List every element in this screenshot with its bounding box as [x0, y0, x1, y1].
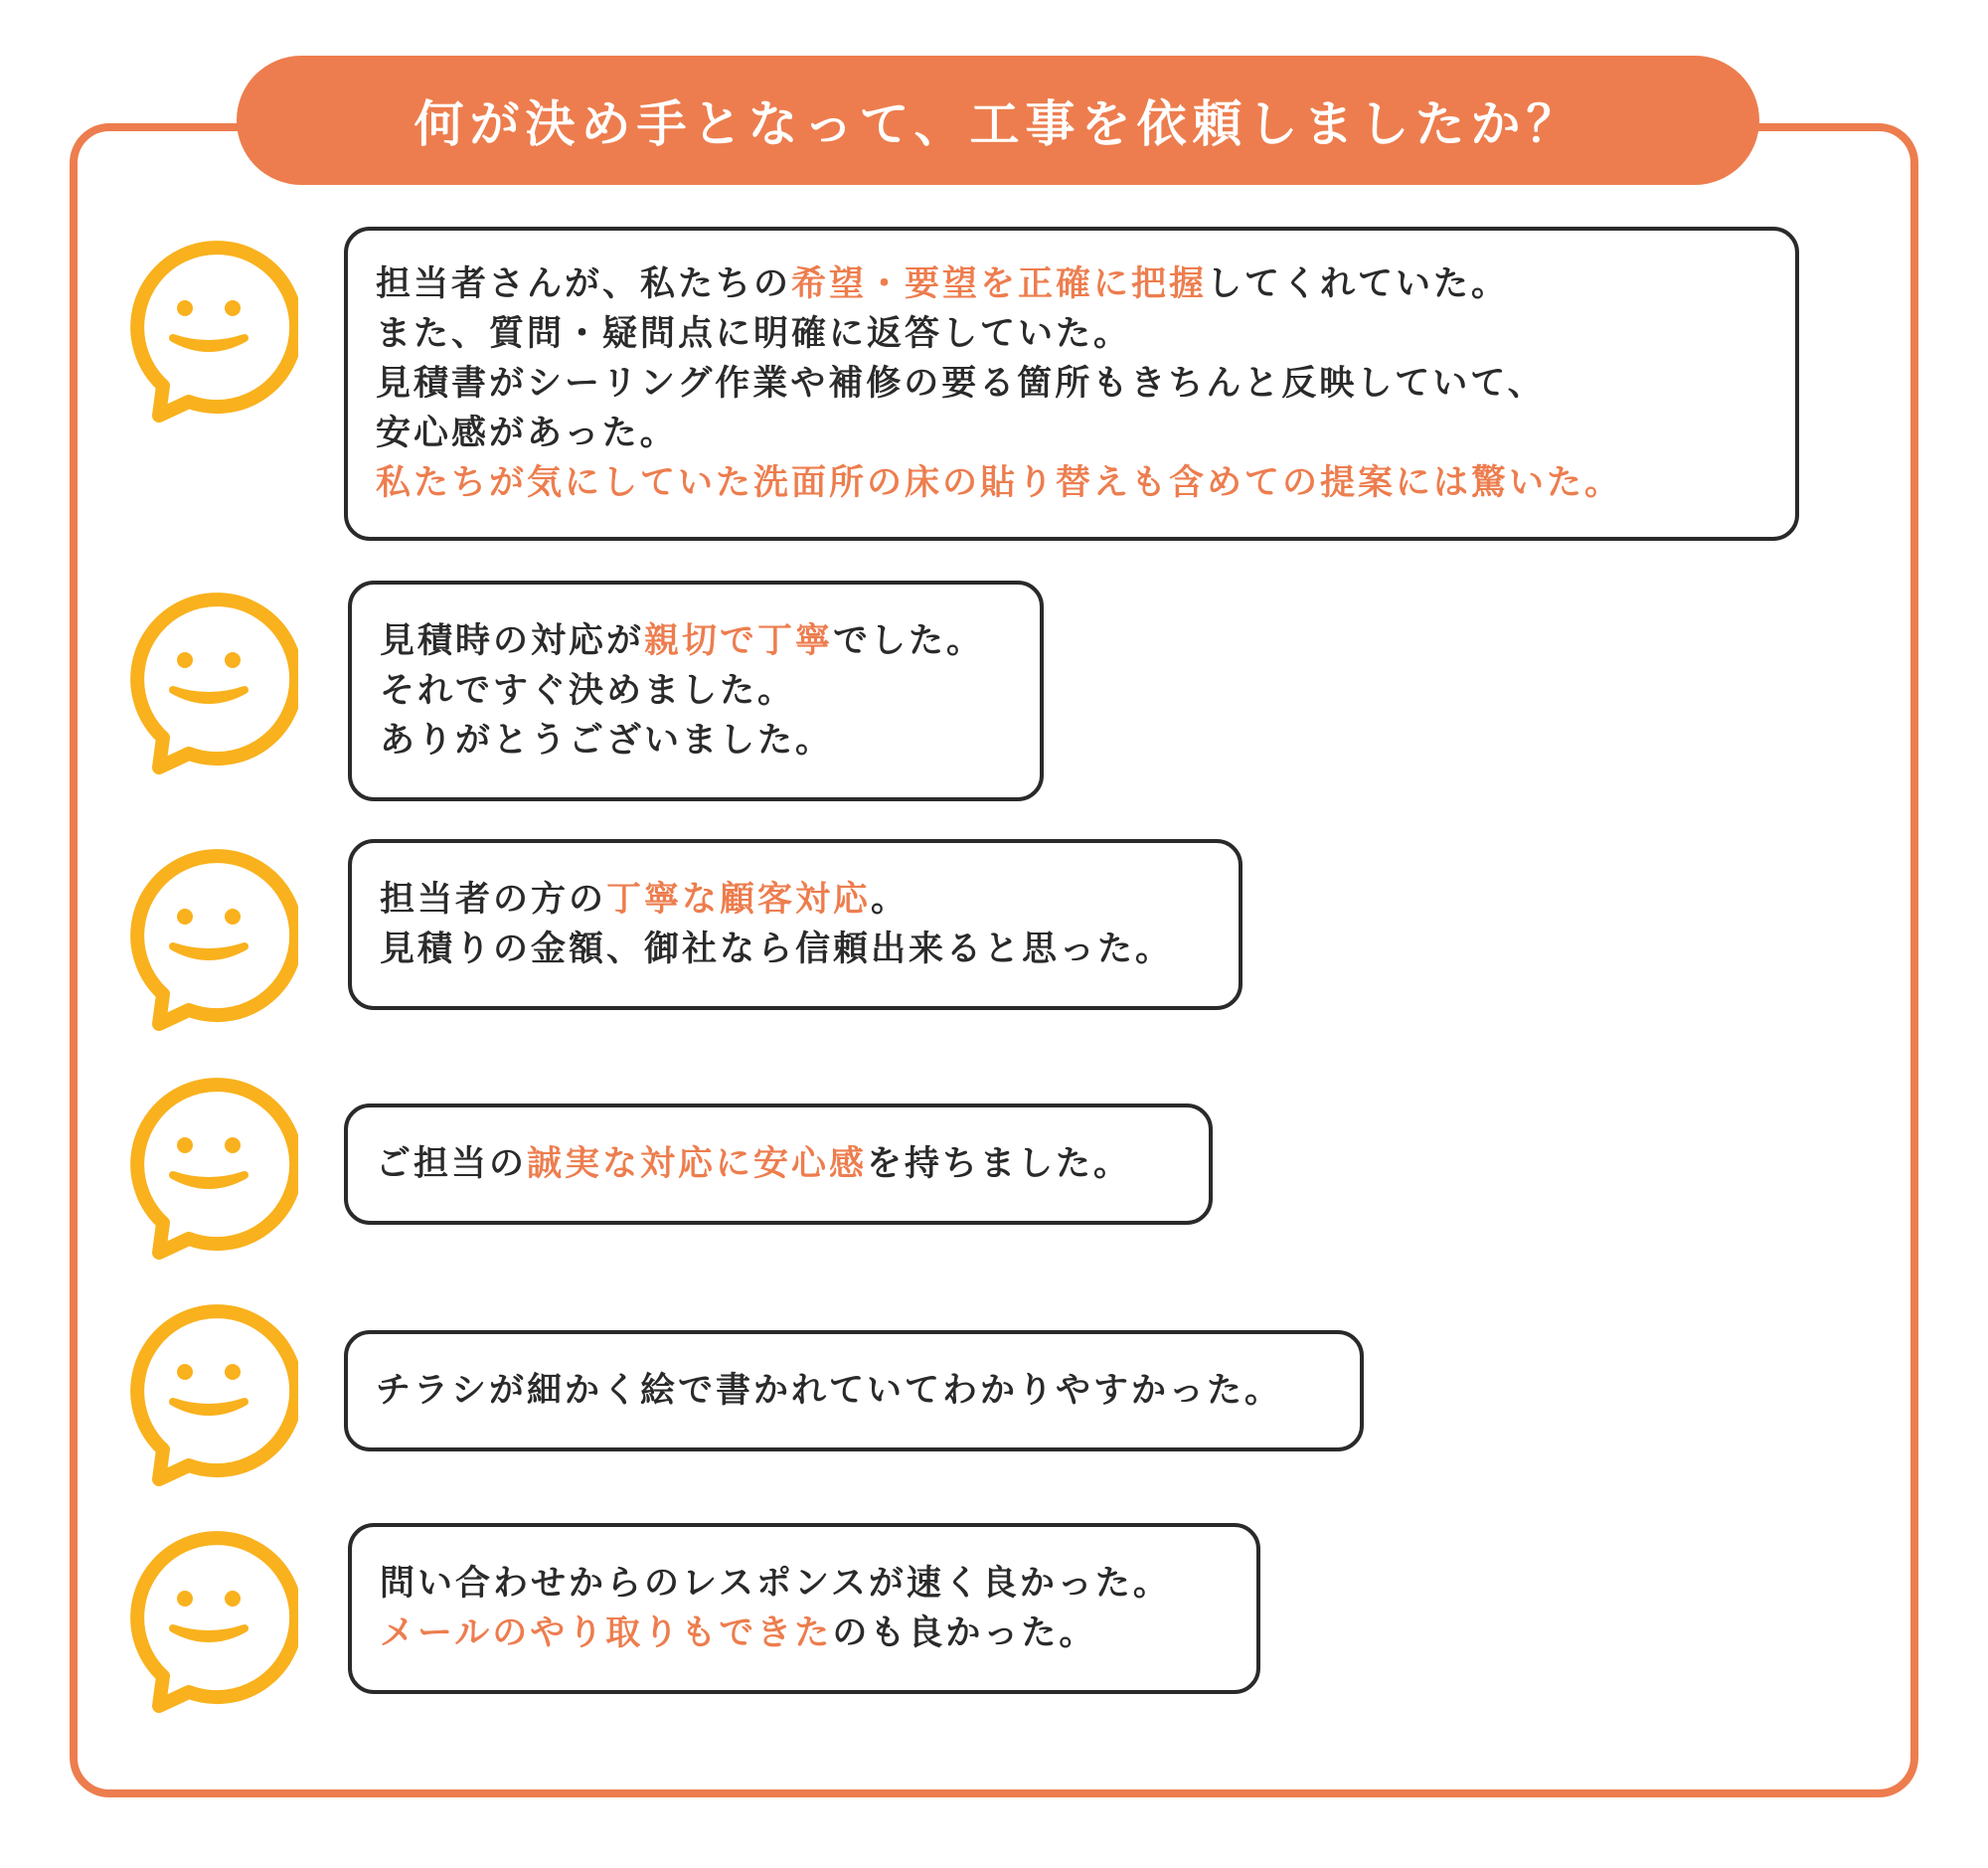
comment-text: 担当者の方の — [380, 880, 607, 920]
comment-line — [376, 359, 1767, 409]
comment-text: 担当者さんが、私たちの — [376, 264, 792, 304]
comment-text: してくれていた。 — [1207, 264, 1510, 304]
highlight-text: 丁寧な顧客対応 — [606, 880, 872, 920]
comment-text: それですぐ決めました。 — [380, 671, 796, 711]
smiley-speech-bubble-icon — [119, 835, 298, 1034]
comment-line — [376, 1366, 1332, 1416]
highlight-text: 私たちが気にしていた洗面所の床の貼り替えも含めての提案には驚いた。 — [376, 463, 1623, 503]
comment-line — [376, 458, 1767, 508]
comment-text: ありがとうございました。 — [380, 721, 834, 761]
comment-line — [376, 309, 1767, 359]
comment-bubble — [344, 227, 1799, 541]
highlight-text: 希望・要望を正確に把握 — [791, 264, 1208, 304]
comment-line — [380, 1609, 1229, 1658]
comment-text: また、質問・疑問点に明確に返答していた。 — [376, 314, 1132, 354]
comment-line — [376, 409, 1767, 458]
comment-text: 見積書がシーリング作業や補修の要る箇所もきちんと反映していて、 — [376, 364, 1546, 404]
comment-line — [380, 666, 1012, 716]
smiley-speech-bubble-icon — [119, 579, 298, 777]
comment-text: 見積りの金額、御社なら信頼出来ると思った。 — [380, 930, 1174, 969]
comment-bubble — [348, 1523, 1260, 1694]
comment-text: 安心感があった。 — [376, 414, 678, 453]
highlight-text: 親切で丁寧 — [644, 621, 834, 661]
comment-line — [380, 875, 1211, 925]
comment-line — [380, 716, 1012, 765]
comment-text: でした。 — [833, 621, 985, 661]
comment-text: 問い合わせからのレスポンスが速く良かった。 — [380, 1564, 1171, 1604]
page-title: 何が決め手となって、工事を依頼しましたか？ — [237, 56, 1759, 185]
comment-line — [380, 925, 1211, 974]
comment-bubble — [348, 581, 1044, 801]
comment-line — [376, 259, 1767, 309]
comment-text: チラシが細かく絵で書かれていてわかりやすかった。 — [376, 1371, 1283, 1411]
comment-text: 。 — [871, 880, 910, 920]
comment-line — [380, 616, 1012, 666]
comment-text: のも良かった。 — [832, 1613, 1097, 1653]
smiley-speech-bubble-icon — [119, 1517, 298, 1716]
highlight-text: メールのやり取りもできた — [380, 1613, 833, 1653]
smiley-speech-bubble-icon — [119, 1290, 298, 1489]
smiley-speech-bubble-icon — [119, 227, 298, 425]
comment-line — [376, 1139, 1181, 1189]
comment-text: を持ちました。 — [867, 1144, 1132, 1184]
comment-text: 見積時の対応が — [380, 621, 645, 661]
highlight-text: 誠実な対応に安心感 — [527, 1144, 868, 1184]
comment-bubble — [344, 1104, 1213, 1225]
comment-bubble — [348, 839, 1242, 1010]
comment-line — [380, 1559, 1229, 1609]
comment-bubble — [344, 1330, 1364, 1451]
smiley-speech-bubble-icon — [119, 1064, 298, 1263]
comment-text: ご担当の — [376, 1144, 528, 1184]
